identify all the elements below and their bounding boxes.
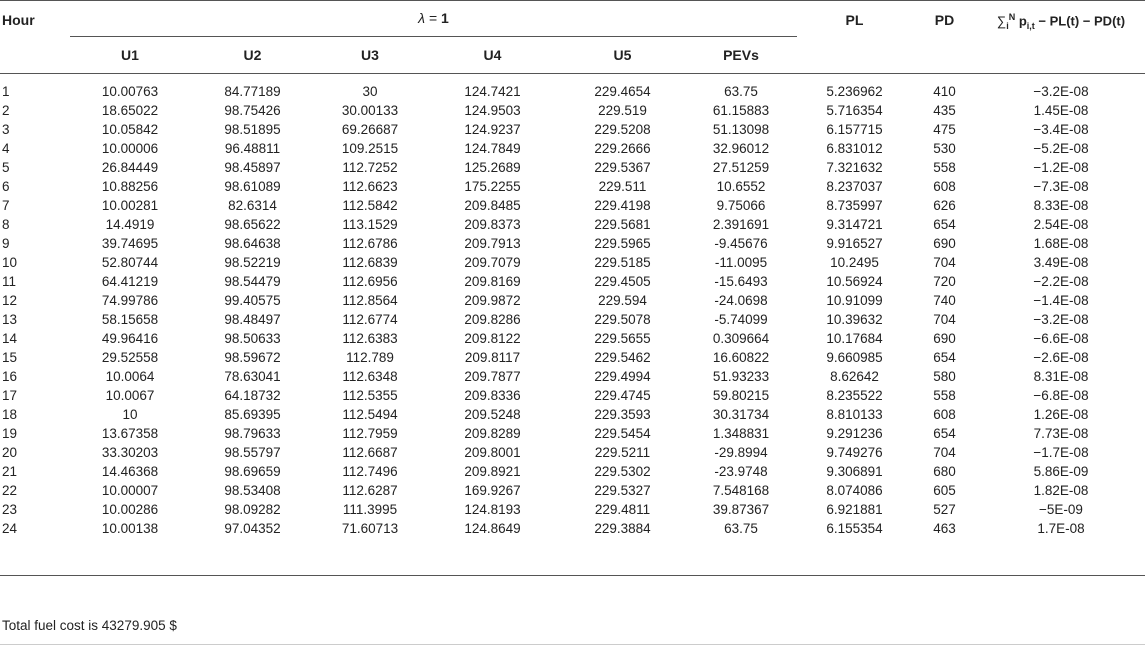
cell-u2: 98.48497 (224, 312, 281, 327)
cell-bal: 1.45E-08 (1033, 103, 1089, 118)
cell-u3: 113.1529 (342, 217, 398, 232)
cell-pd: 608 (933, 179, 956, 194)
cell-pevs: -23.9748 (714, 464, 768, 479)
cell-pd: 654 (933, 426, 956, 441)
cell-u3: 112.6687 (342, 445, 398, 460)
cell-u3: 112.7959 (342, 426, 398, 441)
table-row (0, 234, 1145, 253)
cell-u2: 64.18732 (224, 388, 281, 403)
cell-u2: 98.65622 (224, 217, 281, 232)
cell-pl: 9.749276 (826, 445, 883, 460)
cell-pl: 10.56924 (826, 274, 883, 289)
table-row (0, 196, 1145, 215)
cell-u4: 124.9503 (464, 103, 521, 118)
cell-u2: 82.6314 (228, 198, 277, 213)
cell-pevs: 39.87367 (712, 502, 770, 517)
cell-pevs: -11.0095 (714, 255, 768, 270)
cell-pevs: 63.75 (724, 521, 758, 536)
cell-hour: 9 (2, 236, 10, 251)
header-u2: U2 (190, 37, 315, 74)
cell-pl: 10.39632 (826, 312, 883, 327)
cell-pl: 6.157715 (826, 122, 883, 137)
cell-u5: 229.5211 (594, 445, 651, 460)
cell-pl: 8.235522 (826, 388, 883, 403)
cell-u3: 112.5842 (342, 198, 398, 213)
cell-pd: 740 (933, 293, 956, 308)
cell-pevs: 7.548168 (712, 483, 770, 498)
cell-pl: 7.321632 (826, 160, 883, 175)
cell-pevs: 51.93233 (712, 369, 770, 384)
header-hour: Hour (0, 0, 70, 74)
table-row (0, 310, 1145, 329)
cell-u3: 112.5355 (342, 388, 398, 403)
cell-u2: 98.45897 (224, 160, 281, 175)
cell-pd: 690 (933, 331, 956, 346)
cell-pevs: 63.75 (724, 84, 758, 99)
cell-pevs: 61.15883 (712, 103, 770, 118)
cell-u5: 229.5454 (594, 426, 651, 441)
cell-u3: 112.6623 (342, 179, 398, 194)
cell-u3: 112.6956 (342, 274, 398, 289)
table-row (0, 500, 1145, 519)
cell-pevs: 32.96012 (712, 141, 770, 156)
header-lambda (70, 0, 797, 37)
cell-u3: 71.60713 (341, 521, 399, 536)
cell-pd: 463 (933, 521, 956, 536)
cell-pd: 558 (933, 388, 956, 403)
cell-u2: 98.53408 (224, 483, 281, 498)
cell-u1: 29.52558 (101, 350, 159, 365)
cell-hour: 20 (2, 445, 18, 460)
cell-u4: 209.5248 (464, 407, 521, 422)
cell-hour: 24 (2, 521, 18, 536)
cell-pl: 5.716354 (826, 103, 883, 118)
cell-pd: 410 (933, 84, 956, 99)
cell-u5: 229.5655 (594, 331, 651, 346)
cell-u1: 10 (122, 407, 138, 422)
cell-u5: 229.5302 (594, 464, 651, 479)
cell-u4: 209.8289 (464, 426, 521, 441)
cell-bal: 2.54E-08 (1033, 217, 1089, 232)
cell-u1: 33.30203 (101, 445, 159, 460)
cell-bal: −2.6E-08 (1033, 350, 1089, 365)
table-row (0, 82, 1145, 101)
cell-u4: 209.7079 (464, 255, 521, 270)
cell-hour: 22 (2, 483, 18, 498)
cell-hour: 2 (2, 103, 10, 118)
cell-pevs: -9.45676 (714, 236, 768, 251)
cell-pl: 9.306891 (826, 464, 883, 479)
cell-u5: 229.4811 (594, 502, 651, 517)
cell-u3: 109.2515 (341, 141, 399, 156)
cell-hour: 17 (2, 388, 18, 403)
header-u5: U5 (560, 37, 685, 74)
cell-u1: 26.84449 (101, 160, 159, 175)
cell-bal: −5.2E-08 (1033, 141, 1089, 156)
cell-u5: 229.5327 (594, 483, 651, 498)
header-power-balance (977, 0, 1145, 74)
cell-u2: 98.75426 (224, 103, 281, 118)
cell-u5: 229.519 (598, 103, 647, 118)
header-pd: PD (912, 0, 977, 74)
cell-u2: 99.40575 (224, 293, 281, 308)
cell-u4: 209.8373 (464, 217, 521, 232)
table-row (0, 253, 1145, 272)
cell-u5: 229.5462 (594, 350, 651, 365)
cell-u1: 14.4919 (105, 217, 155, 232)
table-row (0, 291, 1145, 310)
cell-bal: 1.68E-08 (1033, 236, 1089, 251)
cell-u4: 124.8649 (464, 521, 521, 536)
cell-hour: 4 (2, 141, 10, 156)
cell-hour: 19 (2, 426, 18, 441)
cell-u1: 18.65022 (101, 103, 159, 118)
cell-pd: 626 (933, 198, 956, 213)
cell-u2: 97.04352 (224, 521, 281, 536)
cell-u4: 209.8286 (464, 312, 521, 327)
cell-u1: 10.0064 (105, 369, 155, 384)
cell-u5: 229.3593 (594, 407, 651, 422)
cell-u5: 229.5185 (594, 255, 651, 270)
cell-u5: 229.5078 (594, 312, 651, 327)
cell-bal: −6.6E-08 (1033, 331, 1089, 346)
cell-bal: 8.31E-08 (1033, 369, 1089, 384)
table-row (0, 215, 1145, 234)
cell-u5: 229.2666 (594, 141, 651, 156)
cell-hour: 7 (2, 198, 10, 213)
cell-u2: 98.54479 (224, 274, 281, 289)
cell-bal: 1.26E-08 (1033, 407, 1089, 422)
lambda-symbol: λ (418, 10, 426, 26)
cell-hour: 12 (2, 293, 18, 308)
cell-u3: 112.8564 (342, 293, 398, 308)
cell-u4: 209.8921 (464, 464, 521, 479)
table-footnote: Total fuel cost is 43279.905 $ (2, 618, 177, 633)
cell-u4: 124.7421 (464, 84, 521, 99)
cell-u1: 58.15658 (101, 312, 159, 327)
cell-hour: 3 (2, 122, 10, 137)
cell-pevs: 0.309664 (712, 331, 770, 346)
cell-pevs: 9.75066 (716, 198, 766, 213)
cell-pl: 10.2495 (830, 255, 879, 270)
cell-hour: 15 (2, 350, 18, 365)
header-u4: U4 (425, 37, 560, 74)
cell-u2: 78.63041 (224, 369, 281, 384)
cell-pevs: 1.348831 (712, 426, 770, 441)
cell-pevs: 51.13098 (712, 122, 770, 137)
cell-pd: 580 (933, 369, 956, 384)
cell-pl: 9.660985 (826, 350, 883, 365)
cell-bal: 8.33E-08 (1033, 198, 1089, 213)
cell-u2: 98.69659 (224, 464, 281, 479)
cell-hour: 10 (2, 255, 18, 270)
cell-u3: 30 (362, 84, 378, 99)
cell-hour: 16 (2, 369, 18, 384)
cell-u3: 69.26687 (341, 122, 399, 137)
cell-u2: 85.69395 (224, 407, 281, 422)
cell-u1: 64.41219 (101, 274, 159, 289)
cell-u4: 209.8336 (464, 388, 521, 403)
cell-pl: 8.62642 (830, 369, 879, 384)
cell-u5: 229.4654 (594, 84, 651, 99)
table-row (0, 481, 1145, 500)
cell-u4: 209.8122 (464, 331, 521, 346)
cell-u3: 112.6287 (342, 483, 398, 498)
cell-bal: −3.4E-08 (1033, 122, 1089, 137)
cell-u2: 98.79633 (224, 426, 281, 441)
cell-pevs: -5.74099 (714, 312, 768, 327)
balance-tail: − PL(t) − PD(t) (1034, 13, 1126, 29)
table-row (0, 101, 1145, 120)
cell-u4: 124.9237 (464, 122, 521, 137)
cell-u5: 229.594 (598, 293, 647, 308)
cell-pl: 8.810133 (826, 407, 883, 422)
cell-u4: 124.8193 (464, 502, 521, 517)
cell-pl: 6.921881 (826, 502, 883, 517)
cell-bal: −5E-09 (1039, 502, 1083, 517)
cell-u2: 98.55797 (224, 445, 281, 460)
cell-pd: 527 (933, 502, 956, 517)
cell-pd: 475 (933, 122, 956, 137)
cell-pd: 654 (933, 350, 956, 365)
cell-pd: 704 (933, 445, 956, 460)
cell-bal: −2.2E-08 (1033, 274, 1089, 289)
cell-u4: 209.8169 (464, 274, 521, 289)
cell-bal: −7.3E-08 (1033, 179, 1089, 194)
table-row (0, 329, 1145, 348)
table-row (0, 272, 1145, 291)
cell-u4: 125.2689 (464, 160, 521, 175)
cell-pevs: 10.6552 (716, 179, 766, 194)
cell-pd: 704 (933, 255, 956, 270)
cell-u1: 13.67358 (101, 426, 159, 441)
table-row (0, 519, 1145, 538)
cell-u4: 209.8117 (464, 350, 521, 365)
header-u1: U1 (70, 37, 190, 74)
cell-bal: −1.7E-08 (1033, 445, 1089, 460)
cell-hour: 14 (2, 331, 18, 346)
cell-u3: 112.6348 (342, 369, 398, 384)
cell-u5: 229.4994 (594, 369, 651, 384)
cell-hour: 23 (2, 502, 18, 517)
cell-u1: 10.0067 (105, 388, 155, 403)
cell-pd: 654 (933, 217, 956, 232)
cell-u2: 98.50633 (224, 331, 281, 346)
cell-u2: 98.59672 (224, 350, 281, 365)
cell-pl: 9.916527 (826, 236, 883, 251)
cell-pevs: 16.60822 (712, 350, 770, 365)
cell-u1: 74.99786 (101, 293, 159, 308)
cell-u3: 112.789 (346, 350, 394, 365)
cell-u4: 209.7877 (464, 369, 521, 384)
table-header (0, 0, 1145, 74)
cell-bal: −3.2E-08 (1033, 312, 1089, 327)
cell-u1: 10.88256 (101, 179, 159, 194)
cell-pevs: 2.391691 (712, 217, 770, 232)
table-row (0, 158, 1145, 177)
cell-bal: 5.86E-09 (1033, 464, 1089, 479)
cell-hour: 18 (2, 407, 18, 422)
cell-u3: 112.6786 (342, 236, 398, 251)
cell-u4: 175.2255 (464, 179, 521, 194)
sum-symbol: ∑ (996, 13, 1007, 29)
cell-u1: 10.00286 (101, 502, 159, 517)
cell-u4: 209.8001 (464, 445, 521, 460)
cell-pl: 6.155354 (826, 521, 883, 536)
cell-u1: 10.00281 (101, 198, 159, 213)
table-row (0, 120, 1145, 139)
cell-pd: 608 (933, 407, 956, 422)
sum-sub: i (1006, 20, 1009, 31)
cell-u5: 229.5681 (594, 217, 651, 232)
cell-pd: 435 (933, 103, 956, 118)
cell-u1: 49.96416 (101, 331, 159, 346)
header-pl: PL (797, 0, 912, 74)
cell-hour: 11 (2, 274, 17, 289)
header-pevs: PEVs (685, 37, 797, 74)
cell-u2: 98.51895 (224, 122, 281, 137)
cell-u4: 124.7849 (464, 141, 521, 156)
cell-u5: 229.4505 (594, 274, 651, 289)
table-row (0, 177, 1145, 196)
cell-u4: 209.7913 (464, 236, 521, 251)
cell-u5: 229.5965 (594, 236, 651, 251)
cell-pd: 530 (933, 141, 956, 156)
balance-p-sub: i,t (1026, 20, 1035, 31)
cell-hour: 21 (2, 464, 18, 479)
cell-pl: 9.291236 (826, 426, 883, 441)
cell-u3: 112.7496 (342, 464, 398, 479)
cell-pl: 10.91099 (826, 293, 883, 308)
table-row (0, 367, 1145, 386)
cell-u3: 112.5494 (342, 407, 398, 422)
table-row (0, 386, 1145, 405)
cell-u2: 98.61089 (224, 179, 281, 194)
cell-pl: 8.074086 (826, 483, 883, 498)
sum-sup: N (1008, 12, 1016, 22)
cell-pevs: 27.51259 (712, 160, 770, 175)
cell-pl: 9.314721 (826, 217, 883, 232)
cell-u1: 52.80744 (101, 255, 159, 270)
lambda-value: 1 (441, 10, 449, 26)
cell-pd: 690 (933, 236, 956, 251)
cell-hour: 8 (2, 217, 10, 232)
cell-u5: 229.3884 (594, 521, 651, 536)
cell-u1: 10.05842 (101, 122, 159, 137)
cell-u4: 209.9872 (464, 293, 521, 308)
cell-hour: 13 (2, 312, 18, 327)
cell-bal: −3.2E-08 (1033, 84, 1089, 99)
header-u3: U3 (315, 37, 425, 74)
cell-u1: 14.46368 (101, 464, 159, 479)
cell-u2: 96.48811 (224, 141, 281, 156)
cell-u3: 111.3995 (342, 502, 398, 517)
cell-pevs: -29.8994 (714, 445, 768, 460)
cell-pd: 704 (933, 312, 956, 327)
cell-pd: 720 (933, 274, 956, 289)
cell-pd: 680 (933, 464, 956, 479)
cell-u2: 98.64638 (224, 236, 281, 251)
table-body (0, 74, 1145, 539)
table-row (0, 405, 1145, 424)
cell-bal: −1.2E-08 (1033, 160, 1089, 175)
cell-pd: 558 (933, 160, 956, 175)
table-row (0, 462, 1145, 481)
cell-pl: 10.17684 (826, 331, 883, 346)
cell-u3: 30.00133 (341, 103, 399, 118)
cell-bal: 1.7E-08 (1037, 521, 1085, 536)
cell-bal: 3.49E-08 (1033, 255, 1089, 270)
cell-u1: 10.00006 (101, 141, 159, 156)
cell-pd: 605 (933, 483, 956, 498)
cell-u1: 10.00138 (101, 521, 159, 536)
cell-pevs: -24.0698 (714, 293, 768, 308)
cell-u3: 112.6774 (342, 312, 398, 327)
cell-u5: 229.5367 (594, 160, 651, 175)
cell-u5: 229.4745 (594, 388, 651, 403)
cell-pl: 8.237037 (826, 179, 883, 194)
cell-hour: 6 (2, 179, 10, 194)
cell-pl: 6.831012 (826, 141, 883, 156)
cell-pl: 5.236962 (826, 84, 883, 99)
cell-u5: 229.4198 (594, 198, 651, 213)
cell-u2: 98.52219 (224, 255, 281, 270)
cell-u5: 229.5208 (594, 122, 651, 137)
cell-u4: 209.8485 (464, 198, 521, 213)
cell-u3: 112.6839 (342, 255, 398, 270)
cell-u1: 39.74695 (101, 236, 159, 251)
cell-u2: 84.77189 (224, 84, 281, 99)
cell-pl: 8.735997 (826, 198, 883, 213)
cell-u5: 229.511 (598, 179, 647, 194)
cell-bal: −6.8E-08 (1033, 388, 1089, 403)
cell-hour: 5 (2, 160, 10, 175)
table-row (0, 139, 1145, 158)
balance-p: p (1015, 13, 1027, 29)
cell-u3: 112.7252 (342, 160, 398, 175)
cell-bal: −1.4E-08 (1033, 293, 1089, 308)
bottom-rule (0, 575, 1145, 576)
cell-pevs: 30.31734 (712, 407, 770, 422)
table-row (0, 443, 1145, 462)
cell-u2: 98.09282 (224, 502, 281, 517)
cell-bal: 1.82E-08 (1033, 483, 1089, 498)
table-row (0, 348, 1145, 367)
table-row (0, 424, 1145, 443)
cell-u3: 112.6383 (342, 331, 398, 346)
cell-u4: 169.9267 (464, 483, 521, 498)
cell-u1: 10.00763 (101, 84, 159, 99)
footer-rule (0, 644, 1145, 645)
cell-pevs: 59.80215 (712, 388, 770, 403)
cell-pevs: -15.6493 (714, 274, 768, 289)
cell-hour: 1 (2, 84, 10, 99)
lambda-equals: = (425, 10, 442, 26)
cell-bal: 7.73E-08 (1033, 426, 1089, 441)
cell-u1: 10.00007 (101, 483, 159, 498)
